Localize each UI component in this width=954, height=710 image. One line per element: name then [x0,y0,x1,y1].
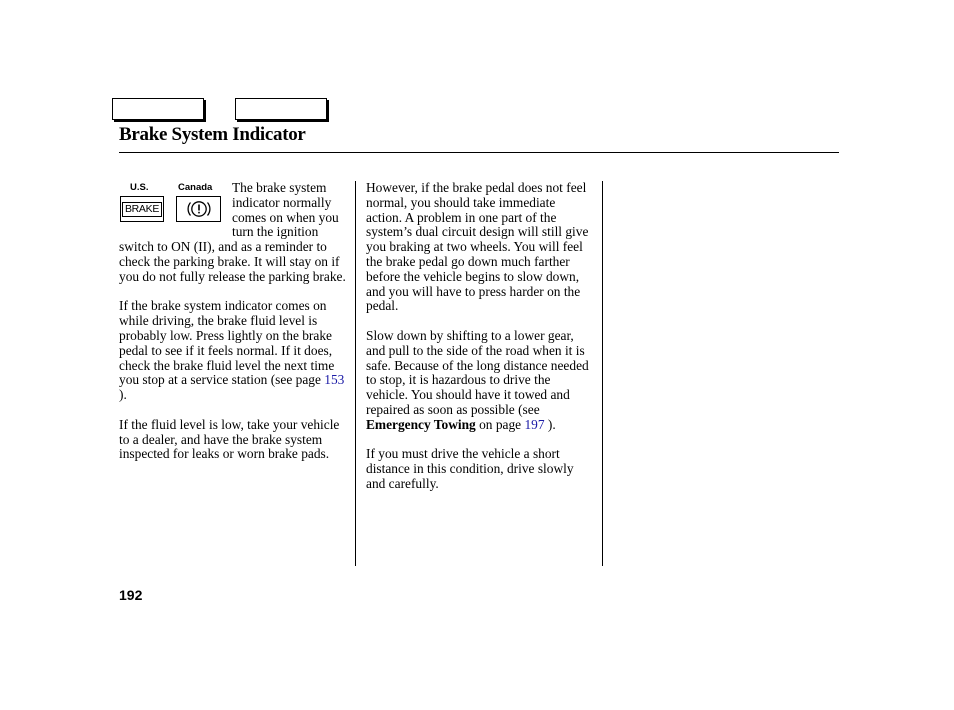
paragraph: If the brake system indicator comes on while driving, the brake fluid level is probably low. Press lightly on the brake pedal to see if it feels normal. If it does, check the brake fluid level the next time you stop at a service station (see page 153 ). [119,298,345,403]
column-divider [602,181,603,566]
paragraph: However, if the brake pedal does not feel normal, you should take immediate action. A problem in one part of the system’s dual circuit design will still give you braking at two wheels. You will feel the brake pedal go down much farther before the vehicle begins to slow down, and you will have to press harder on the pedal. [366,180,589,314]
paragraph: U.S. Canada BRAKE The brake system indicator normally comes on when you turn the ignition switch to ON (II), and as a reminder to check the parking brake. It will stay on if you do not fully release the parking brake. [119,180,346,284]
canada-label: Canada [178,182,213,193]
paragraph: Slow down by shifting to a lower gear, and pull to the side of the road when it is safe. Because of the long distance needed to stop, it is hazardous to drive the vehicle. You should have it towed and repaired as soon as possible (see Emergency Towing on page 197 ). [366,327,589,432]
indicator-lamps [119,181,229,229]
brake-text-icon: BRAKE [122,202,162,217]
text-column-2 [366,181,594,507]
column-divider [355,181,356,566]
paragraph: If you must drive the vehicle a short distance in this condition, drive slowly and carefully. [366,446,574,491]
page-number: 192 [119,587,143,603]
us-label: U.S. [130,182,149,193]
page-title: Brake System Indicator [119,124,306,145]
brake-indicator-canada [176,196,221,222]
brake-warning-icon [186,199,212,219]
brake-indicator-us [120,196,164,222]
text-column-1 [119,181,349,477]
page-link-197[interactable]: 197 [524,416,545,432]
title-divider [119,152,839,153]
nav-button-next[interactable] [235,98,327,120]
paragraph: If the fluid level is low, take your vehicle to a dealer, and have the brake system inspected for leaks or worn brake pads. [119,416,340,462]
page-link-153[interactable]: 153 [324,372,345,388]
nav-button-previous[interactable] [112,98,204,120]
emergency-towing-ref: Emergency Towing [366,416,476,432]
